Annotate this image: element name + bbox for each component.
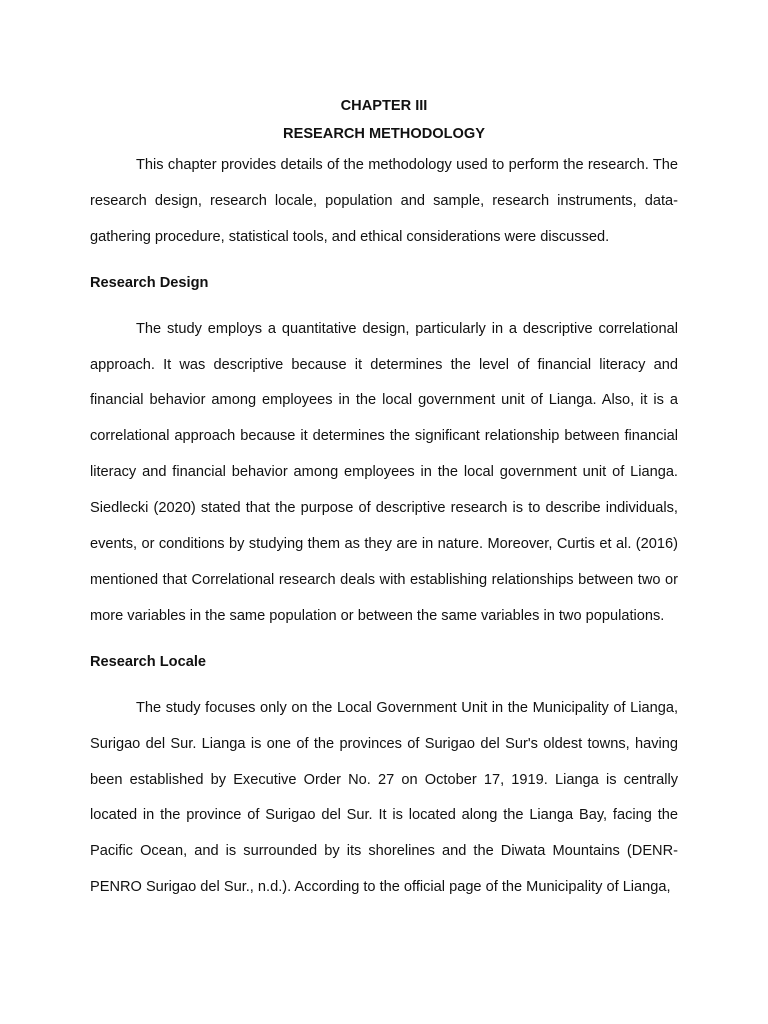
section-heading-research-design: Research Design <box>90 274 209 291</box>
chapter-intro-paragraph: This chapter provides details of the methodology used to perform the research. The research design, research locale, population and sample, research instruments, data-gathering procedure, statistical tools, and ethical considerations were discussed. <box>90 157 678 245</box>
chapter-title: RESEARCH METHODOLOGY <box>283 126 485 142</box>
section-body-research-design: The study employs a quantitative design, particularly in a descriptive correlational approach. It was descriptive because it determines the level of financial literacy and financial behavior among employees in the local government unit of Lianga. Also, it is a correlational approach because it determines the significant relationship between financial literacy and financial behavior among employees in the local government unit of Lianga. Siedlecki (2020) stated that the purpose of descriptive research is to describe individuals, events, or conditions by studying them as they are in nature. Moreover, Curtis et al. (2016) mentioned that Correlational research deals with establishing relationships between two or more variables in the same population or between the same variables in two populations. <box>90 320 678 624</box>
section-heading-research-locale: Research Locale <box>90 653 207 670</box>
chapter-label: CHAPTER III <box>340 98 428 114</box>
section-body-research-locale: The study focuses only on the Local Government Unit in the Municipality of Lianga, Surigao del Sur. Lianga is one of the provinces of Surigao del Sur's oldest towns, having been established by Executive Order No. 27 on October 17, 1919. Lianga is centrally located in the province of Surigao del Sur. It is located along the Lianga Bay, facing the Pacific Ocean, and is surrounded by its shorelines and the Diwata Mountains (DENR-PENRO Surigao del Sur., n.d.). According to the official page of the Municipality of Lianga, <box>90 699 678 896</box>
page-content <box>90 92 678 906</box>
